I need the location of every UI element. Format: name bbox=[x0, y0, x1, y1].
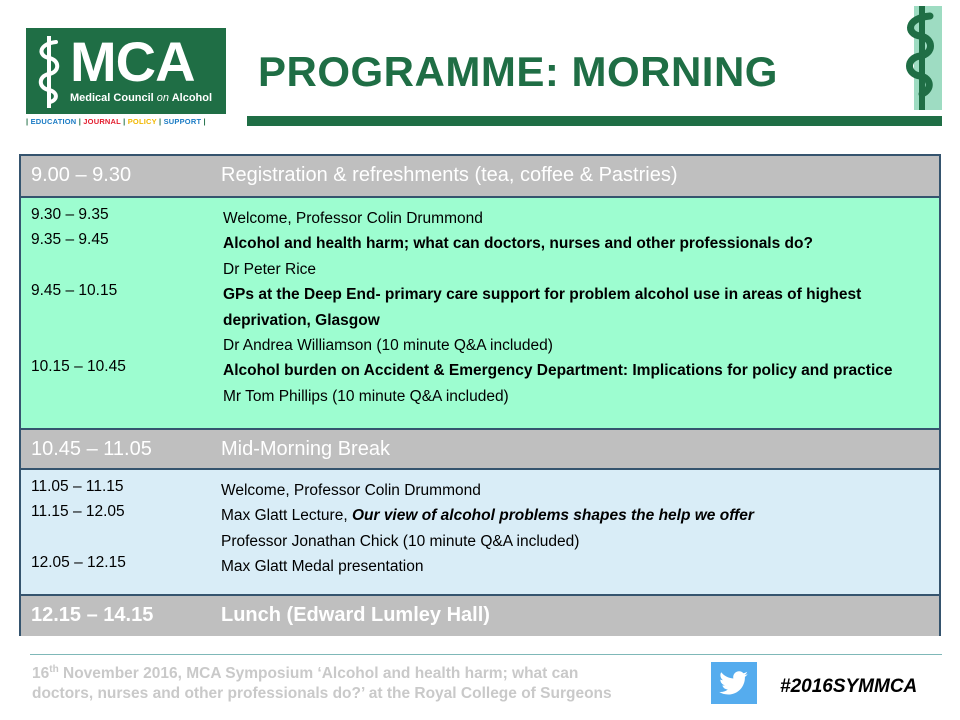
twitter-bird-icon[interactable] bbox=[711, 662, 757, 704]
logo-wordmark: MCA bbox=[70, 30, 195, 93]
programme-table bbox=[19, 154, 941, 636]
band-description: Lunch (Edward Lumley Hall) bbox=[221, 604, 490, 626]
band-time: 10.45 – 11.05 bbox=[31, 438, 152, 460]
footer-text: 16th November 2016, MCA Symposium ‘Alcohol and health harm; what can doctors, nurses and other professionals do?’ at the Royal College of Surgeons bbox=[32, 664, 612, 703]
band-description: Mid-Morning Break bbox=[221, 438, 390, 460]
logo-subtitle: Medical Council on Alcohol bbox=[70, 92, 213, 104]
title-underline bbox=[247, 116, 942, 126]
item-time: 9.45 – 10.15 bbox=[31, 282, 118, 299]
footer-divider bbox=[30, 654, 942, 655]
band-time: 9.00 – 9.30 bbox=[31, 164, 132, 186]
item-time: 9.30 – 9.35 bbox=[31, 206, 109, 223]
item-time: 12.05 – 12.15 bbox=[31, 554, 126, 571]
band-time: 12.15 – 14.15 bbox=[31, 604, 154, 626]
item-description: Max Glatt Medal presentation bbox=[221, 558, 424, 575]
item-description: Alcohol and health harm; what can doctors, nurses and other professionals do? Dr Peter Rice bbox=[223, 235, 813, 278]
mca-logo bbox=[26, 28, 226, 114]
logo-tagline: | EDUCATION | JOURNAL | POLICY | SUPPORT | bbox=[26, 117, 206, 126]
lunch-row bbox=[21, 596, 939, 636]
item-description: Welcome, Professor Colin Drummond bbox=[223, 210, 483, 227]
item-description: Alcohol burden on Accident & Emergency Department: Implications for policy and practice Mr Tom Phillips (10 minute Q&A included) bbox=[223, 362, 893, 405]
item-description: GPs at the Deep End- primary care support for problem alcohol use in areas of highest deprivation, Glasgow Dr Andrea Williamson (10 minute Q&A included) bbox=[223, 286, 862, 354]
break-row bbox=[21, 430, 939, 470]
item-description: Welcome, Professor Colin Drummond bbox=[221, 482, 481, 499]
item-description: Max Glatt Lecture, Our view of alcohol problems shapes the help we offer Professor Jonathan Chick (10 minute Q&A included) bbox=[221, 507, 754, 550]
snake-staff-icon bbox=[34, 34, 64, 110]
item-time: 11.05 – 11.15 bbox=[31, 478, 124, 495]
item-time: 10.15 – 10.45 bbox=[31, 358, 126, 375]
band-description: Registration & refreshments (tea, coffee & Pastries) bbox=[221, 164, 678, 186]
registration-row bbox=[21, 156, 939, 198]
item-time: 9.35 – 9.45 bbox=[31, 231, 109, 248]
snake-staff-icon bbox=[896, 6, 942, 110]
item-time: 11.15 – 12.05 bbox=[31, 503, 125, 520]
session-1 bbox=[21, 198, 939, 430]
page-title: PROGRAMME: MORNING bbox=[258, 48, 778, 95]
session-2 bbox=[21, 470, 939, 596]
event-hashtag[interactable]: #2016SYMMCA bbox=[780, 676, 918, 697]
